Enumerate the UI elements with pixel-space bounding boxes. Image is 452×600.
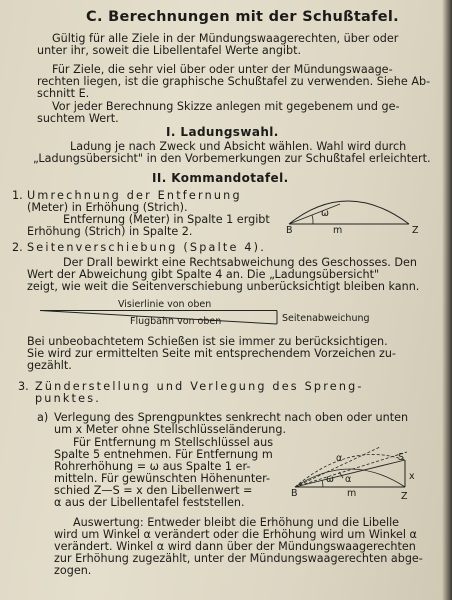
sub-a-line: mitteln. Für gewünschten Höhenunter- [54,472,271,485]
sub-a-line: Verlegung des Sprengpunktes senkrecht nach oben oder unten [54,411,409,424]
diagram2-label-deviation: Seitenabweichung [282,313,370,324]
intro-line: Vor jeder Berechnung Skizze anlegen mit gegebenem und ge- [52,100,400,113]
section-heading-kommandotafel: II. Kommandotafel. [152,171,289,185]
diagram1-label-b: B [286,225,293,236]
item2-line: Wert der Abweichung gibt Spalte 4 an. Die „Ladungsübersicht" [27,268,380,281]
sub-a-line: Rohrerhöhung = ω aus Spalte 1 er- [54,460,251,473]
section1-line: Ladung je nach Zweck und Absicht wählen. Wahl wird durch [70,140,407,153]
intro-line: suchtem Wert. [37,112,119,125]
diagram3-label-alpha-low: α [345,474,352,485]
intro-line: Gültig für alle Ziele in der Mündungswaagerechten, über oder [52,32,399,45]
page-title: C. Berechnungen mit der Schußtafel. [86,9,399,25]
diagram1-label-m: m [333,225,343,236]
item2-after-line: Bei unbeobachtetem Schießen ist sie immer zu berücksichtigen. [27,335,388,348]
item-number: 2. [12,241,23,254]
page-edge-shadow [442,0,452,600]
item-number: 3. [18,380,29,393]
intro-line: unter ihr, soweit die Libellentafel Werte angibt. [37,44,302,57]
diagram3-label-z: Z [401,491,408,502]
sub-a-line: α aus der Libellentafel feststellen. [54,496,245,509]
diagram2-label-trajectory: Flugbahn von oben [130,316,222,327]
trajectory-diagram [285,188,420,233]
item1-line: Erhöhung (Strich) in Spalte 2. [27,225,193,238]
diagram3-label-x: x [409,471,415,482]
sub-a-line: verändert. Winkel α wird dann über der Mündungswaagerechten [54,540,416,553]
item1-line: Entfernung (Meter) in Spalte 1 ergibt [63,213,270,226]
item3-heading: punktes. [35,392,102,405]
item2-line: zeigt, wie weit die Seitenverschiebung unberücksichtigt bleiben kann. [27,280,420,293]
diagram3-label-s: S [398,452,405,463]
sub-a-line: zur Erhöhung zugezählt, unter der Mündungswaagerechten abge- [54,552,423,565]
diagram3-label-alpha-top: α [336,453,343,464]
item1-heading: Umrechnung der Entfernung [27,189,242,202]
item1-line: (Meter) in Erhöhung (Strich). [27,201,188,214]
sub-a-line: Für Entfernung m Stellschlüssel aus [73,436,274,449]
sub-a-line: wird um Winkel α verändert oder die Erhöhung wird um Winkel α [54,528,417,541]
sub-a-line: schied Z—S = x den Libellenwert = [54,484,253,497]
diagram1-label-omega: ω [321,208,329,219]
item-number: 1. [12,189,23,202]
diagram3-label-b: B [291,488,298,499]
diagram1-label-z: Z [412,225,419,236]
section1-line: „Ladungsübersicht" in den Vorbemerkungen zur Schußtafel erleichtert. [33,152,431,165]
diagram3-label-omega: ω [326,474,334,485]
diagram2-label-sightline: Visierlinie von oben [118,299,212,310]
intro-line: rechten liegen, ist die graphische Schußtafel zu verwenden. Siehe Ab- [37,75,431,88]
sub-a-line: um x Meter ohne Stellschlüsseländerung. [54,423,287,436]
section-heading-ladungswahl: I. Ladungswahl. [166,125,279,139]
item2-after-line: Sie wird zur ermittelten Seite mit entsprechendem Vorzeichen zu- [27,347,396,360]
sub-a-line: Spalte 5 entnehmen. Für Entfernung m [54,448,273,461]
sub-a-line: zogen. [54,564,92,577]
item2-line: Der Drall bewirkt eine Rechtsabweichung des Geschosses. Den [63,256,417,269]
sub-a-line: Auswertung: Entweder bleibt die Erhöhung und die Libelle [73,516,400,529]
intro-line: Für Ziele, die sehr viel über oder unter der Mündungswaage- [52,63,393,76]
item2-heading: Seitenverschiebung (Spalte 4). [27,241,266,254]
item3-heading: Zünderstellung und Verlegung des Spreng- [35,380,364,393]
intro-line: schnitt E. [37,87,90,100]
diagram3-label-m: m [347,488,357,499]
item2-after-line: gezählt. [27,359,72,372]
sub-a-label: a) [37,411,49,424]
